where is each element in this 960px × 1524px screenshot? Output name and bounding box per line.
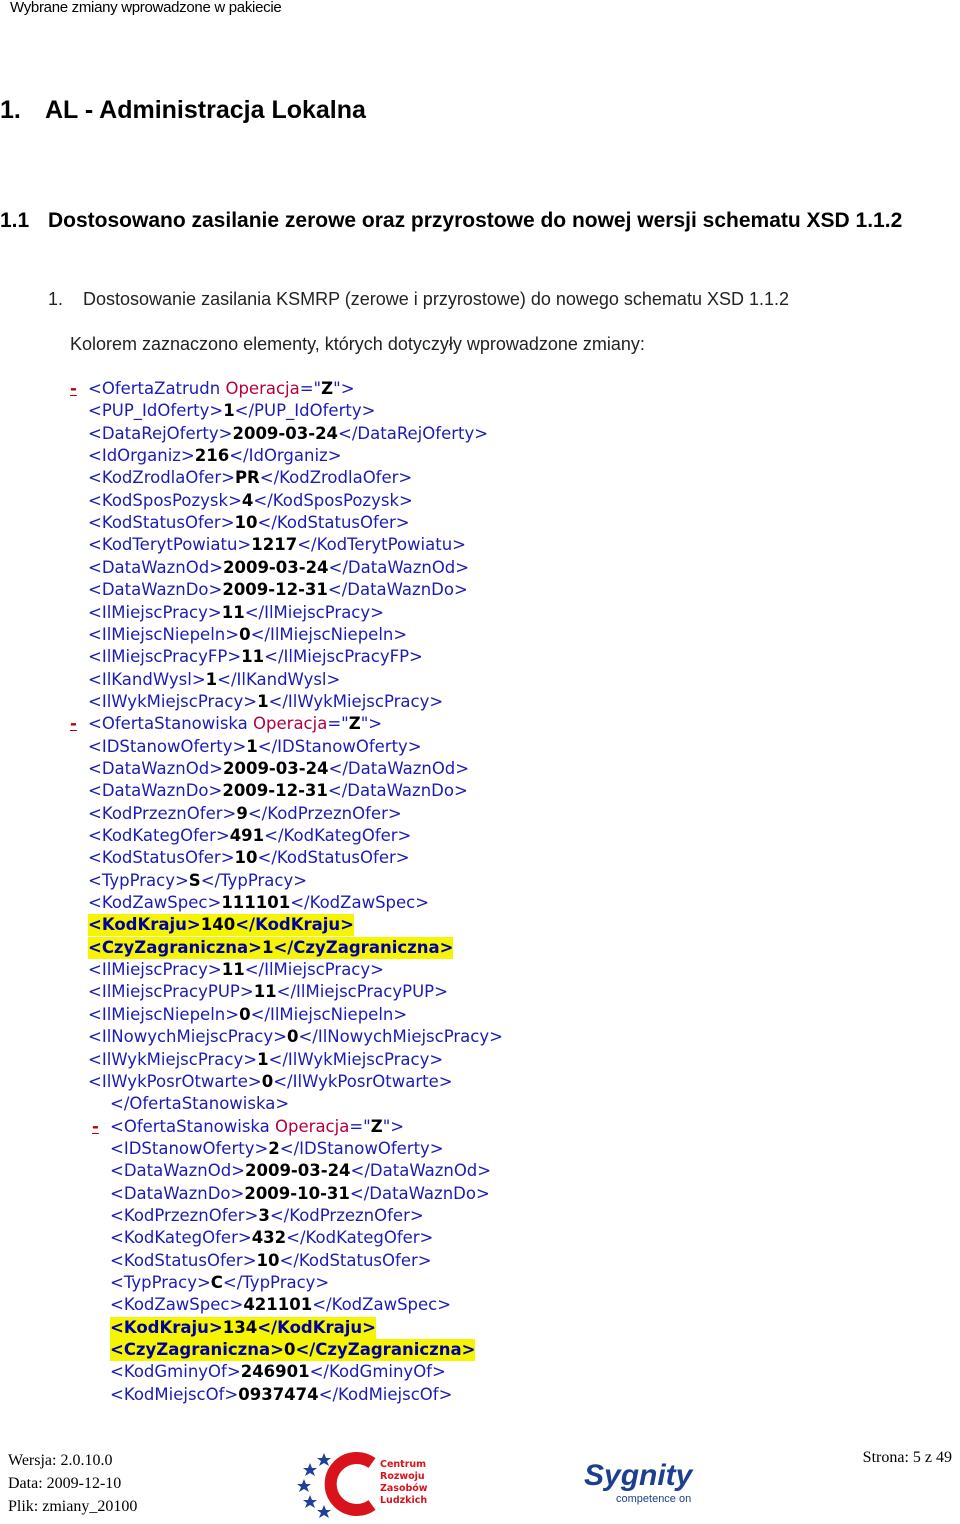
heading-2-text: Dostosowano zasilanie zerowe oraz przyrostowe do nowej wersji schematu XSD 1.1.2: [48, 209, 903, 232]
xml-line: [88, 780, 468, 802]
xml-open-tag: <KodGminyOf>: [110, 1362, 241, 1382]
xml-value: 1: [205, 669, 218, 689]
xml-line: [88, 423, 488, 445]
xml-open-tag: <IlMiejscPracy>: [88, 602, 222, 622]
footer-file: Plik: zmiany_20100: [8, 1498, 138, 1515]
xml-open-tag: <DataWaznOd>: [88, 758, 223, 778]
xml-line: [88, 691, 443, 713]
xml-open-tag: <PUP_IdOferty>: [88, 401, 224, 421]
xml-value: 1: [261, 937, 274, 957]
xml-close-tag: </IlWykPosrOtwarte>: [273, 1071, 453, 1091]
xml-open-tag: <TypPracy>: [110, 1273, 211, 1292]
xml-punct: ">: [382, 1116, 405, 1136]
xml-open-tag: <KodPrzeznOfer>: [88, 803, 237, 823]
xml-open-tag: <IlMiejscPracyFP>: [88, 647, 242, 667]
xml-open-tag: <KodMiejscOf>: [110, 1384, 239, 1404]
xml-value: 216: [194, 446, 230, 466]
xml-close-tag: </DataWaznDo>: [327, 580, 468, 600]
xml-line: [88, 981, 448, 1003]
xml-value: 0: [239, 624, 251, 644]
xml-line: [88, 400, 375, 422]
xml-open-tag: <IlWykPosrOtwarte>: [88, 1071, 262, 1091]
xml-open-tag: <IlNowychMiejscPracy>: [88, 1027, 287, 1047]
xml-close-tag: </IlMiejscNiepeln>: [250, 1004, 408, 1024]
xml-line-highlighted: [88, 914, 354, 936]
xml-close-tag: </IDStanowOferty>: [257, 736, 422, 756]
xml-open-tag: <KodPrzeznOfer>: [110, 1205, 259, 1225]
xml-line: [88, 557, 469, 579]
xml-close-tag: </DataWaznDo>: [327, 781, 468, 801]
xml-close-tag: </KodSposPozysk>: [253, 490, 413, 510]
collapse-toggle-icon[interactable]: -: [92, 1116, 99, 1136]
xml-close-tag: </IlKandWysl>: [217, 669, 341, 689]
xml-close-tag: </CzyZagraniczna>: [295, 1340, 476, 1360]
xml-punct: =": [349, 1116, 371, 1136]
xml-open-tag: <DataRejOferty>: [88, 423, 233, 443]
xml-line: [88, 892, 429, 914]
xml-punct: ">: [333, 379, 355, 398]
xml-line: [110, 1272, 329, 1294]
xml-close-tag: </KodKategOfer>: [264, 826, 412, 845]
xml-line: [110, 1205, 424, 1227]
heading-1-number: 1.: [0, 96, 21, 124]
xml-open-tag: <DataWaznDo>: [110, 1183, 245, 1203]
xml-line: [88, 825, 411, 847]
xml-open-tag: <IdOrganiz>: [88, 446, 195, 466]
xml-value: 2: [268, 1138, 280, 1158]
xml-line: [110, 1227, 433, 1249]
xml-open-tag: <KodKategOfer>: [88, 826, 230, 845]
xml-value: 0: [286, 1027, 299, 1047]
xml-close-tag: </IlWykMiejscPracy>: [268, 691, 444, 711]
xml-line: [88, 378, 355, 400]
xml-open-tag: <KodZrodlaOfer>: [88, 468, 235, 488]
xml-open-tag: <KodStatusOfer>: [110, 1250, 257, 1270]
xml-close-tag: </KodMiejscOf>: [318, 1384, 453, 1404]
xml-line: [110, 1183, 490, 1205]
xml-value: 0937474: [238, 1384, 319, 1404]
xml-close-tag: </DataWaznOd>: [328, 557, 470, 577]
xml-value: PR: [234, 468, 260, 488]
collapse-toggle-icon[interactable]: -: [70, 379, 77, 398]
xml-close-tag: </KodStatusOfer>: [279, 1250, 432, 1270]
xml-attr-value: Z: [321, 379, 334, 398]
xml-line: [88, 870, 307, 892]
sygnity-logo: [582, 1455, 702, 1512]
xml-close-tag: </IlMiejscPracyPUP>: [276, 982, 448, 1002]
xml-value: 3: [258, 1205, 270, 1225]
xml-attr-value: Z: [348, 714, 361, 734]
xml-punct: =": [299, 379, 322, 398]
xml-value: 10: [234, 513, 258, 533]
xml-open-tag: <DataWaznOd>: [110, 1161, 245, 1181]
xml-value: 10: [256, 1250, 280, 1270]
xml-line-highlighted: [88, 937, 453, 959]
xml-line: [88, 1071, 453, 1093]
xml-close-tag: </IdOrganiz>: [229, 446, 342, 466]
xml-open-tag: <KodZawSpec>: [110, 1295, 244, 1315]
xml-close-tag: </KodTerytPowiatu>: [297, 535, 466, 555]
xml-close-tag: </DataWaznOd>: [350, 1161, 492, 1181]
xml-open-tag: <IlMiejscPracy>: [88, 960, 222, 980]
xml-line: [110, 1138, 444, 1160]
xml-line: [88, 1049, 443, 1071]
xml-line: [88, 713, 382, 735]
xml-value: C: [210, 1273, 223, 1292]
xml-line: [88, 736, 422, 758]
xml-line: [88, 669, 340, 691]
xml-value: 11: [241, 647, 265, 667]
xml-line: [88, 758, 469, 780]
xml-close-tag: </PUP_IdOferty>: [234, 401, 376, 421]
xml-close-tag: </IlMiejscPracy>: [244, 960, 384, 980]
xml-value: 134: [222, 1317, 258, 1337]
list-item-text: Dostosowanie zasilania KSMRP (zerowe i przyrostowe) do nowego schematu XSD 1.1.2: [83, 289, 789, 309]
xml-open-tag: <IlMiejscNiepeln>: [88, 1004, 240, 1024]
xml-line-highlighted: [110, 1339, 475, 1361]
xml-close-tag: </IlMiejscNiepeln>: [250, 624, 408, 644]
xml-line: [110, 1160, 491, 1182]
logo-line-4: Ludzkich: [380, 1495, 428, 1506]
xml-value: 491: [229, 826, 265, 845]
xml-line: [88, 445, 342, 467]
xml-open-tag: <KodKraju>: [110, 1317, 223, 1337]
xml-open-tag: <KodTerytPowiatu>: [88, 535, 252, 555]
xml-value: 9: [236, 803, 248, 823]
xml-attr-name: Operacja: [225, 379, 300, 398]
xml-line: [110, 1093, 289, 1115]
sygnity-wordmark: Sygnity: [584, 1459, 693, 1492]
xml-line: [88, 602, 384, 624]
xml-close-tag: </IlNowychMiejscPracy>: [298, 1027, 503, 1047]
footer-info: [8, 1449, 137, 1518]
sygnity-tagline: competence on: [616, 1493, 692, 1505]
xml-open-tag: <IlMiejscPracyPUP>: [88, 982, 254, 1002]
xml-open-tag: <IDStanowOferty>: [88, 736, 247, 756]
xml-close-tag: </IDStanowOferty>: [279, 1138, 444, 1158]
xml-close-tag: </KodZawSpec>: [290, 893, 430, 913]
xml-open-tag: <KodKategOfer>: [110, 1228, 252, 1248]
xml-value: 111101: [221, 893, 291, 913]
heading-1-text: AL - Administracja Lokalna: [45, 96, 366, 124]
xml-open-tag: <OfertaZatrudn: [88, 379, 226, 398]
xml-close-tag: </OfertaStanowiska>: [110, 1094, 290, 1114]
xml-close-tag: </DataRejOferty>: [338, 423, 489, 443]
xml-attr-value: Z: [370, 1116, 383, 1136]
xml-punct: ">: [360, 714, 383, 734]
crzl-logo: [294, 1449, 434, 1524]
xml-value: 246901: [240, 1362, 310, 1382]
xml-value: 1: [257, 1049, 269, 1069]
xml-value: 432: [251, 1228, 287, 1248]
xml-value: 421101: [243, 1295, 313, 1315]
xml-line: [88, 534, 466, 556]
footer-page-number: Strona: 5 z 49: [862, 1449, 952, 1466]
heading-2-number: 1.1: [0, 209, 30, 232]
xml-open-tag: <OfertaStanowiska: [110, 1116, 276, 1136]
logo-line-1: Centrum: [380, 1459, 427, 1470]
xml-close-tag: </IlMiejscPracy>: [244, 602, 384, 622]
xml-value: 11: [221, 602, 245, 622]
xml-value: 2009-12-31: [222, 580, 328, 600]
xml-close-tag: </CzyZagraniczna>: [273, 937, 454, 957]
xml-line: [88, 490, 413, 512]
xml-value: 0: [239, 1004, 251, 1024]
xml-line: [110, 1116, 404, 1138]
xml-open-tag: <OfertaStanowiska: [88, 714, 254, 734]
xml-close-tag: </IlWykMiejscPracy>: [268, 1049, 444, 1069]
xml-open-tag: <IlMiejscNiepeln>: [88, 624, 240, 644]
xml-line-highlighted: [110, 1317, 376, 1339]
heading-1: [0, 96, 366, 125]
xml-line: [88, 579, 468, 601]
xml-open-tag: <IDStanowOferty>: [110, 1138, 269, 1158]
xml-open-tag: <IlKandWysl>: [88, 669, 206, 689]
list-item: [48, 289, 789, 310]
xml-attr-name: Operacja: [253, 714, 328, 734]
xml-value: 1: [223, 401, 235, 421]
intro-text: Kolorem zaznaczono elementy, których dotyczyły wprowadzone zmiany:: [70, 334, 645, 354]
xml-attr-name: Operacja: [275, 1116, 350, 1136]
xml-value: 1217: [251, 535, 298, 555]
xml-close-tag: </KodZrodlaOfer>: [259, 468, 413, 488]
xml-value: S: [188, 870, 201, 890]
xml-open-tag: <DataWaznDo>: [88, 781, 223, 801]
xml-open-tag: <KodStatusOfer>: [88, 848, 235, 868]
footer-version: Wersja: 2.0.10.0: [8, 1452, 113, 1469]
xml-value: 10: [234, 848, 258, 868]
xml-open-tag: <CzyZagraniczna>: [110, 1340, 284, 1360]
xml-open-tag: <IlWykMiejscPracy>: [88, 691, 258, 711]
xml-open-tag: <CzyZagraniczna>: [88, 937, 262, 957]
header-title: Wybrane zmiany wprowadzone w pakiecie: [10, 0, 282, 16]
heading-2: [0, 206, 940, 235]
xml-close-tag: </TypPracy>: [200, 870, 308, 890]
xml-value: 2009-03-24: [223, 758, 329, 778]
xml-value: 1: [246, 736, 258, 756]
xml-close-tag: </TypPracy>: [222, 1273, 330, 1292]
footer-date: Data: 2009-12-10: [8, 1475, 122, 1492]
xml-line: [88, 646, 423, 668]
xml-value: 2009-10-31: [244, 1183, 350, 1203]
xml-close-tag: </KodStatusOfer>: [257, 513, 410, 533]
xml-line: [88, 512, 410, 534]
xml-open-tag: <KodZawSpec>: [88, 893, 222, 913]
xml-line: [110, 1294, 451, 1316]
xml-open-tag: <KodSposPozysk>: [88, 490, 242, 510]
xml-value: 1: [257, 691, 269, 711]
xml-value: 4: [241, 490, 254, 510]
xml-value: 11: [221, 960, 245, 980]
xml-value: 2009-03-24: [245, 1161, 351, 1181]
xml-value: 0: [261, 1071, 274, 1091]
list-item-number: 1.: [48, 289, 64, 309]
xml-value: 0: [283, 1340, 296, 1360]
xml-close-tag: </DataWaznDo>: [349, 1183, 490, 1203]
xml-value: 140: [200, 915, 236, 935]
xml-close-tag: </KodKraju>: [257, 1317, 376, 1337]
xml-line: [110, 1361, 446, 1383]
xml-close-tag: </KodPrzeznOfer>: [247, 803, 402, 823]
xml-punct: =": [327, 714, 349, 734]
xml-line: [88, 847, 410, 869]
xml-close-tag: </KodPrzeznOfer>: [269, 1205, 424, 1225]
xml-line: [88, 803, 402, 825]
xml-line: [110, 1250, 432, 1272]
xml-line: [110, 1384, 452, 1406]
collapse-toggle-icon[interactable]: -: [70, 714, 77, 734]
xml-value: 2009-12-31: [222, 781, 328, 801]
xml-value: 11: [253, 982, 277, 1002]
xml-value: 2009-03-24: [232, 423, 339, 443]
xml-open-tag: <DataWaznOd>: [88, 557, 223, 577]
xml-close-tag: </KodZawSpec>: [312, 1295, 452, 1315]
xml-close-tag: </KodStatusOfer>: [257, 848, 410, 868]
xml-close-tag: </KodKraju>: [235, 915, 354, 935]
logo-line-2: Rozwoju: [380, 1471, 425, 1482]
xml-value: 2009-03-24: [223, 557, 329, 577]
xml-open-tag: <DataWaznDo>: [88, 580, 223, 600]
xml-open-tag: <KodStatusOfer>: [88, 513, 235, 533]
xml-line: [88, 1026, 503, 1048]
xml-open-tag: <KodKraju>: [88, 915, 201, 935]
xml-close-tag: </KodGminyOf>: [309, 1362, 446, 1382]
xml-close-tag: </KodKategOfer>: [286, 1228, 434, 1248]
xml-line: [88, 1004, 407, 1026]
xml-line: [88, 467, 412, 489]
xml-open-tag: <TypPracy>: [88, 870, 189, 890]
xml-close-tag: </IlMiejscPracyFP>: [264, 647, 423, 667]
xml-line: [88, 959, 384, 981]
logo-line-3: Zasobów: [380, 1483, 428, 1494]
xml-close-tag: </DataWaznOd>: [328, 758, 470, 778]
xml-line: [88, 624, 407, 646]
xml-open-tag: <IlWykMiejscPracy>: [88, 1049, 258, 1069]
